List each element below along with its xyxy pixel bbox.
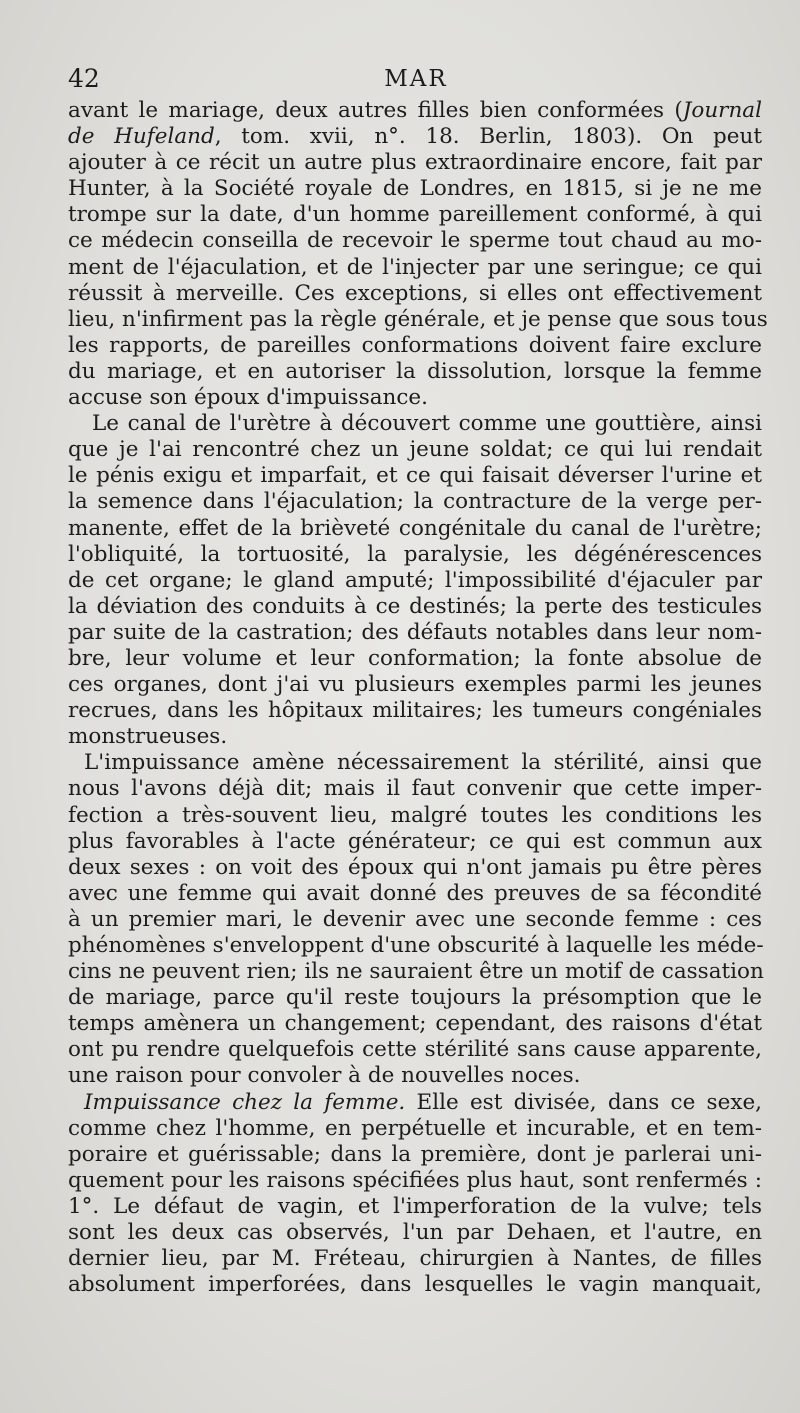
text-line: la semence dans l'éjaculation; la contracture de la verge per- [68, 489, 762, 515]
text-line: manente, effet de la brièveté congénitale du canal de l'urètre; [68, 515, 762, 541]
text-line: dernier lieu, par M. Fréteau, chirurgien à Nantes, de filles [68, 1246, 762, 1272]
text-line: cins ne peuvent rien; ils ne sauraient être un motif de cassation [68, 959, 764, 985]
text-line: ment de l'éjaculation, et de l'injecter par une seringue; ce qui [68, 254, 762, 280]
text-line: une raison pour convoler à de nouvelles noces. [68, 1063, 581, 1089]
text-line: de Hufeland, tom. xvii, n°. 18. Berlin, 1803). On peut [68, 124, 762, 150]
text-line: avec une femme qui avait donné des preuves de sa fécondité [68, 880, 762, 906]
text-line: monstrueuses. [68, 724, 228, 750]
text-line: les rapports, de pareilles conformations doivent faire exclure [68, 332, 762, 358]
text-line: par suite de la castration; des défauts notables dans leur nom- [68, 619, 762, 645]
text-line: bre, leur volume et leur conformation; la fonte absolue de [68, 645, 762, 671]
text-line: comme chez l'homme, en perpétuelle et incurable, et en tem- [68, 1115, 762, 1141]
text-line: trompe sur la date, d'un homme pareillement conformé, à qui [68, 202, 762, 228]
text-line: que je l'ai rencontré chez un jeune soldat; ce qui lui rendait [68, 437, 762, 463]
text-line: quement pour les raisons spécifiées plus haut, sont renfermés : [68, 1167, 762, 1193]
text-line: à un premier mari, le devenir avec une seconde femme : ces [68, 906, 762, 932]
running-head: MAR [384, 66, 448, 92]
text-line: deux sexes : on voit des époux qui n'ont jamais pu être pères [68, 854, 762, 880]
text-line: accuse son époux d'impuissance. [68, 385, 428, 411]
text-line: la déviation des conduits à ce destinés; la perte des testicules [68, 593, 762, 619]
text-line: nous l'avons déjà dit; mais il faut convenir que cette imper- [68, 776, 762, 802]
text-line: temps amènera un changement; cependant, des raisons d'état [68, 1011, 762, 1037]
text-line: de mariage, parce qu'il reste toujours la présomption que le [68, 985, 762, 1011]
text-line: Impuissance chez la femme. Elle est divisée, dans ce sexe, [84, 1089, 762, 1115]
text-line: poraire et guérissable; dans la première, dont je parlerai uni- [68, 1141, 762, 1167]
text-line: L'impuissance amène nécessairement la stérilité, ainsi que [84, 750, 762, 776]
text-line: du mariage, et en autoriser la dissolution, lorsque la femme [68, 358, 762, 384]
text-line: le pénis exigu et imparfait, et ce qui faisait déverser l'urine et [68, 463, 762, 489]
text-line: Hunter, à la Société royale de Londres, en 1815, si je ne me [68, 176, 762, 202]
text-line: phénomènes s'enveloppent d'une obscurité à laquelle les méde- [68, 933, 764, 958]
text-line: réussit à merveille. Ces exceptions, si elles ont effectivement [68, 280, 762, 306]
text-line: ce médecin conseilla de recevoir le sperme tout chaud au mo- [68, 228, 762, 254]
text-line: ajouter à ce récit un autre plus extraordinaire encore, fait par [68, 150, 762, 176]
text-line: 1°. Le défaut de vagin, et l'imperforation de la vulve; tels [68, 1193, 762, 1219]
text-line: fection a très-souvent lieu, malgré toutes les conditions les [68, 802, 762, 828]
section-heading: Impuissance chez la femme. [84, 1089, 406, 1115]
body-text [68, 98, 768, 1298]
page-number: 42 [68, 64, 100, 93]
text-line: l'obliquité, la tortuosité, la paralysie, les dégénérescences [68, 541, 762, 567]
text-line: recrues, dans les hôpitaux militaires; les tumeurs congéniales [68, 698, 762, 724]
text-line: lieu, n'infirment pas la règle générale, et je pense que sous tous [68, 306, 768, 332]
text-line: Le canal de l'urètre à découvert comme une gouttière, ainsi [92, 411, 762, 437]
text-line: absolument imperforées, dans lesquelles le vagin manquait, [68, 1272, 762, 1298]
text-line: plus favorables à l'acte générateur; ce qui est commun aux [68, 828, 762, 854]
text-line: ont pu rendre quelquefois cette stérilité sans cause apparente, [68, 1037, 762, 1063]
text-line: de cet organe; le gland amputé; l'impossibilité d'éjaculer par [68, 567, 762, 593]
text-line: sont les deux cas observés, l'un par Dehaen, et l'autre, en [68, 1220, 762, 1246]
text-line: avant le mariage, deux autres filles bien conformées (Journal [68, 98, 762, 123]
text-line: ces organes, dont j'ai vu plusieurs exemples parmi les jeunes [68, 672, 762, 698]
page-header [68, 62, 764, 96]
